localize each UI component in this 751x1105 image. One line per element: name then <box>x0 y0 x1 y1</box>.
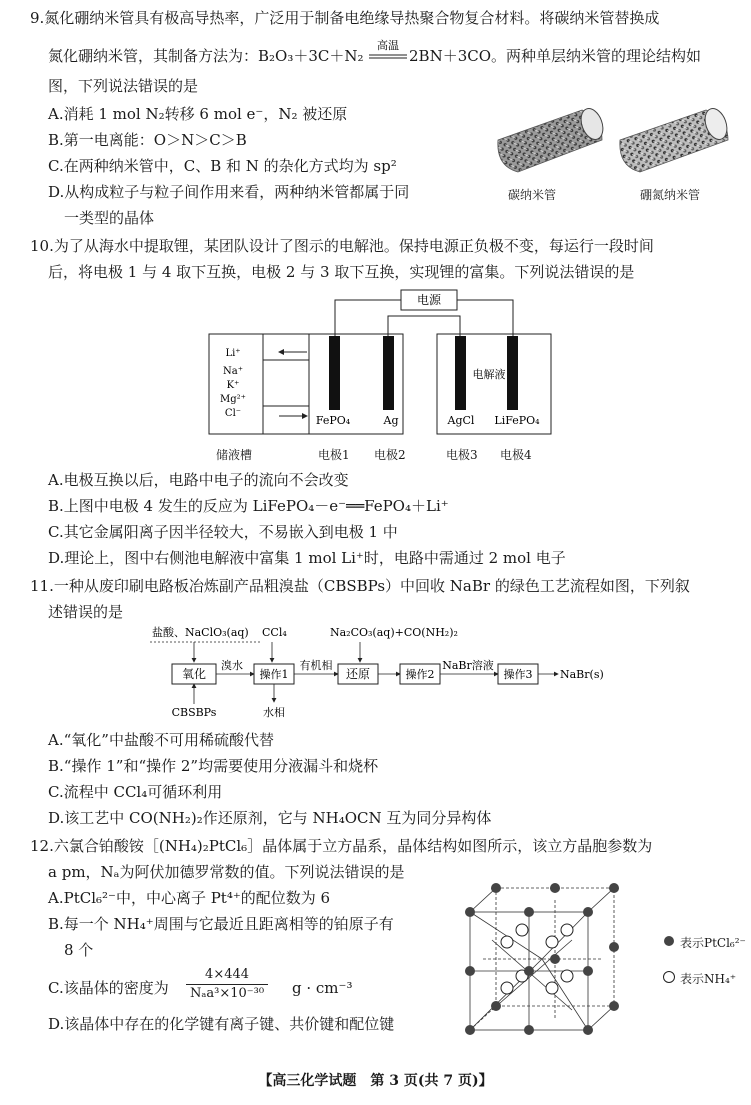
q11-stem-line1: 11.一种从废印刷电路板冶炼副产品粗溴盐（CBSBPs）中回收 NaBr 的绿色工艺流程如图，下列叙 <box>30 577 690 595</box>
nanotube-figure <box>490 96 740 182</box>
q10-option-d: D.理论上，图中右侧池电解液中富集 1 mol Li⁺时，电路中需通过 2 mol 电子 <box>48 549 566 567</box>
electrode-4-material: LiFePO₄ <box>494 414 540 427</box>
page-footer: 【高三化学试题 第 3 页(共 7 页)】 <box>258 1073 493 1089</box>
reagent-ccl4: CCl₄ <box>262 626 287 639</box>
electrode-3 <box>455 336 466 410</box>
label-aqueous-phase: 水相 <box>263 706 285 719</box>
density-numerator: 4×444 <box>186 966 268 985</box>
q12-option-a: A.PtCl₆²⁻中，中心离子 Pt⁴⁺的配位数为 6 <box>48 889 331 907</box>
box-operation-3: 操作3 <box>503 668 533 681</box>
q12-option-b-line2: 8 个 <box>64 941 94 959</box>
q12-option-d: D.该晶体中存在的化学键有离子键、共价键和配位键 <box>48 1015 395 1033</box>
ion-mg: Mg²⁺ <box>220 394 246 405</box>
q12-option-b-line1: B.每一个 NH₄⁺周围与它最近且距离相等的铂原子有 <box>48 915 394 933</box>
ion-na: Na⁺ <box>223 366 243 377</box>
electrode-3-label: 电极3 <box>446 448 478 462</box>
label-nabr-solution: NaBr溶液 <box>442 659 494 672</box>
q10-option-a: A.电极互换以后，电路中电子的流向不会改变 <box>48 471 349 489</box>
electrode-3-material: AgCl <box>447 414 475 427</box>
q9-option-d-line2: 一类型的晶体 <box>64 209 155 227</box>
process-flowchart <box>150 622 620 722</box>
electrode-1-label: 电极1 <box>318 448 350 462</box>
box-reduction: 还原 <box>345 667 371 681</box>
legend-ptcl6-label: 表示PtCl₆²⁻ <box>680 936 746 950</box>
q10-stem-line2: 后，将电极 1 与 4 取下互换，电极 2 与 3 取下互换，实现锂的富集。下列说法错误的是 <box>48 263 635 281</box>
q11-option-b: B.“操作 1”和“操作 2”均需要使用分液漏斗和烧杯 <box>48 757 379 775</box>
electrolysis-cell-diagram <box>205 288 555 438</box>
power-source-label: 电源 <box>416 293 442 307</box>
q10-option-c: C.其它金属阳离子因半径较大，不易嵌入到电极 1 中 <box>48 523 398 541</box>
q11-option-d: D.该工艺中 CO(NH₂)₂作还原剂，它与 NH₄OCN 互为同分异构体 <box>48 809 492 827</box>
electrode-2 <box>383 336 394 410</box>
reagent-na2co3: Na₂CO₃(aq)+CO(NH₂)₂ <box>330 626 458 639</box>
q11-option-a: A.“氧化”中盐酸不可用稀硫酸代替 <box>48 731 274 749</box>
q9-stem-line2a: 氮化硼纳米管，其制备方法为：B₂O₃＋3C＋N₂ <box>48 47 364 65</box>
q10-option-b: B.上图中电极 4 发生的反应为 LiFePO₄－e⁻══FePO₄＋Li⁺ <box>48 497 449 515</box>
electrode-4 <box>507 336 518 410</box>
caption-bn-nanotube: 硼氮纳米管 <box>640 188 701 202</box>
q9-stem-line2b: 2BN＋3CO。两种单层纳米管的理论结构如 <box>409 47 702 65</box>
q9-stem-line1: 9.氮化硼纳米管具有极高导热率，广泛用于制备电绝缘导热聚合物复合材料。将碳纳米管替换成 <box>30 9 660 27</box>
electrode-1-material: FePO₄ <box>315 414 351 427</box>
density-unit: g · cm⁻³ <box>292 979 353 997</box>
electrode-2-label: 电极2 <box>374 448 406 462</box>
electrolyte-label: 电解液 <box>472 368 506 381</box>
legend-nh4-label: 表示NH₄⁺ <box>680 972 737 986</box>
q12-stem-line2: a pm，Nₐ为阿伏加德罗常数的值。下列说法错误的是 <box>48 863 405 881</box>
ion-cl: Cl⁻ <box>224 408 242 419</box>
label-organic-phase: 有机相 <box>299 659 333 672</box>
density-denominator: Nₐa³×10⁻³⁰ <box>190 986 265 1001</box>
crystal-structure-diagram <box>462 880 622 1040</box>
q12-stem-line1: 12.六氯合铂酸铵［(NH₄)₂PtCl₆］晶体属于立方晶系，晶体结构如图所示，该立方晶胞参数为 <box>30 837 653 855</box>
label-bromine-water: 溴水 <box>221 659 243 672</box>
electrode-4-label: 电极4 <box>500 448 532 462</box>
legend-ptcl6-icon <box>662 934 676 948</box>
q10-stem-line1: 10.为了从海水中提取锂，某团队设计了图示的电解池。保持电源正负极不变，每运行一段时间 <box>30 237 654 255</box>
electrode-2-material: Ag <box>383 414 399 427</box>
condition-label: 高温 <box>377 39 399 52</box>
ion-li: Li⁺ <box>225 348 241 359</box>
q9-option-c: C.在两种纳米管中，C、B 和 N 的杂化方式均为 sp² <box>48 157 397 175</box>
boron-nitride-nanotube-image <box>620 106 731 172</box>
density-fraction <box>186 966 268 1003</box>
box-operation-2: 操作2 <box>405 668 435 681</box>
carbon-nanotube-image <box>498 106 607 172</box>
q9-option-d-line1: D.从构成粒子与粒子间作用来看，两种纳米管都属于同 <box>48 183 410 201</box>
q9-option-b: B.第一电离能：O＞N＞C＞B <box>48 131 247 149</box>
q12-option-c-prefix: C.该晶体的密度为 <box>48 979 169 997</box>
q9-stem-line3: 图，下列说法错误的是 <box>48 77 199 95</box>
label-feed-cbsbps: CBSBPs <box>171 706 217 719</box>
q11-stem-line2: 述错误的是 <box>48 603 124 621</box>
caption-carbon-nanotube: 碳纳米管 <box>508 188 557 202</box>
ion-k: K⁺ <box>226 380 240 391</box>
label-product-nabr: NaBr(s) <box>560 668 604 681</box>
electrode-1 <box>329 336 340 410</box>
box-oxidation: 氧化 <box>181 667 207 681</box>
reaction-condition-arrow <box>367 38 409 66</box>
tank-label: 储液槽 <box>216 448 253 462</box>
reagent-hcl-naclo3: 盐酸、NaClO₃(aq) <box>152 626 249 639</box>
box-operation-1: 操作1 <box>259 668 289 681</box>
q9-option-a: A.消耗 1 mol N₂转移 6 mol e⁻，N₂ 被还原 <box>48 105 348 123</box>
legend-nh4-icon <box>662 970 676 984</box>
nh4-ions <box>501 924 573 994</box>
q11-option-c: C.流程中 CCl₄可循环利用 <box>48 783 223 801</box>
